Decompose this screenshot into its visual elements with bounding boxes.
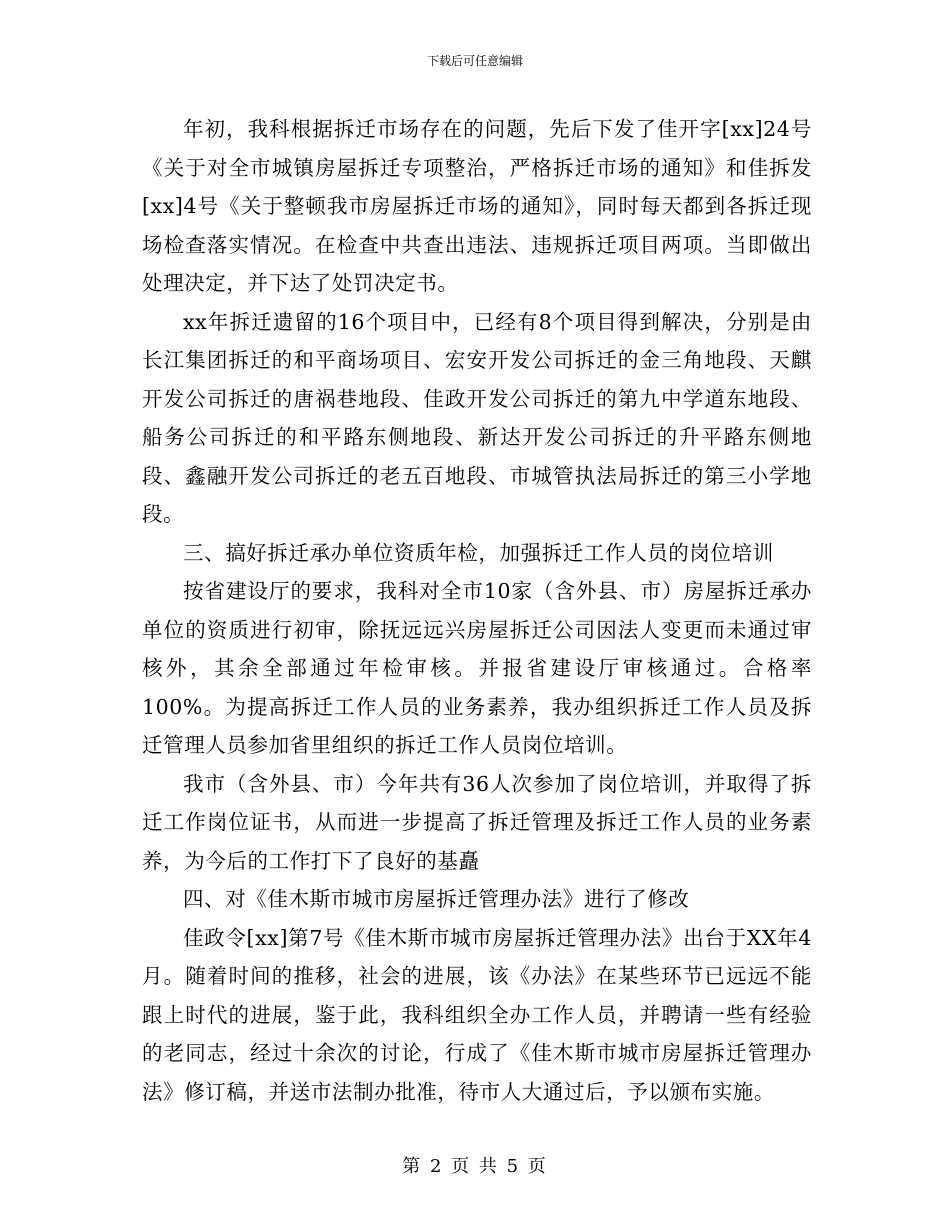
section-heading: 三、搞好拆迁承办单位资质年检，加强拆迁工作人员的岗位培训 <box>183 540 774 565</box>
section-heading: 四、对《佳木斯市城市房屋拆迁管理办法》进行了修改 <box>183 887 690 911</box>
page-footer: 第 2 页 共 5 页 <box>402 1156 548 1177</box>
paragraph: 佳政令[xx]第7号《佳木斯市城市房屋拆迁管理办法》出台于XX年4月。随着时间的推移，社会的进展，该《办法》在某些环节已远远不能跟上时代的进展，鉴于此，我科组织全办工作人员，并聘请一些有经验的老同志，经过十余次的讨论，行成了《佳木斯市城市房屋拆迁管理办法》修订稿，并送市法制办批准，待市人大通过后，予以颁布实施。 <box>142 925 812 1104</box>
document-body <box>142 110 812 1111</box>
page-header: 下载后可任意编辑 <box>426 54 523 68</box>
paragraph: xx年拆迁遗留的16个项目中，已经有8个项目得到解决，分别是由长江集团拆迁的和平商场项目、宏安开发公司拆迁的金三角地段、天麒开发公司拆迁的唐祸巷地段、佳政开发公司拆迁的第九中学道东地段、船务公司拆迁的和平路东侧地段、新达开发公司拆迁的升平路东侧地段、鑫融开发公司拆迁的老五百地段、市城管执法局拆迁的第三小学地段。 <box>142 309 812 526</box>
paragraph: 我市（含外县、市）今年共有36人次参加了岗位培训，并取得了拆迁工作岗位证书，从而进一步提高了拆迁管理及拆迁工作人员的业务素养，为今后的工作打下了良好的基矗 <box>142 771 812 873</box>
paragraph: 按省建设厅的要求，我科对全市10家（含外县、市）房屋拆迁承办单位的资质进行初审，除抚远远兴房屋拆迁公司因法人变更而未通过审核外，其余全部通过年检审核。并报省建设厅审核通过。合格率100%。为提高拆迁工作人员的业务素养，我办组织拆迁工作人员及拆迁管理人员参加省里组织的拆迁工作人员岗位培训。 <box>142 579 812 757</box>
paragraph: 年初，我科根据拆迁市场存在的问题，先后下发了佳开字[xx]24号《关于对全市城镇房屋拆迁专项整治，严格拆迁市场的通知》和佳拆发[xx]4号《关于整顿我市房屋拆迁市场的通知》，同时每天都到各拆迁现场检查落实情况。在检查中共查出违法、违规拆迁项目两项。当即做出处理决定，并下达了处罚决定书。 <box>142 117 812 295</box>
